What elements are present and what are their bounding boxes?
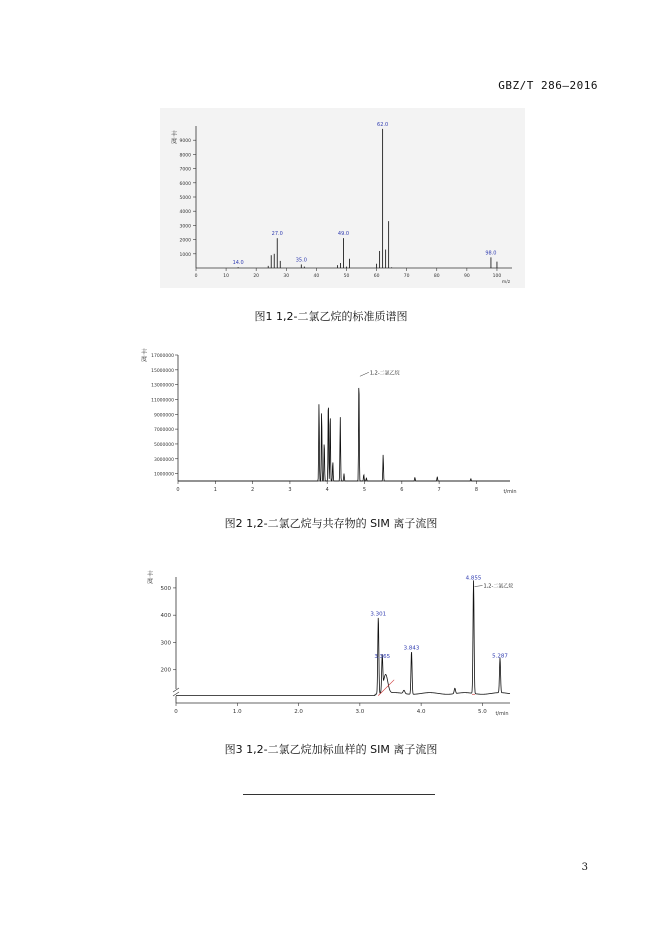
y-tick-label: 7000	[179, 167, 191, 173]
peak-label: 3.365	[374, 654, 391, 660]
y-tick-label: 1000000	[153, 472, 174, 478]
section-divider	[243, 794, 435, 795]
peak-label: 27.0	[271, 231, 283, 238]
peak-label: 4.855	[465, 575, 482, 582]
peak-label: 5.287	[492, 653, 508, 660]
annotation-leader	[360, 372, 369, 376]
peak-label: 98.0	[485, 250, 497, 257]
x-tick-label: 3	[288, 487, 292, 493]
x-tick-label: 3.0	[355, 709, 365, 715]
x-tick-label: 30	[283, 274, 290, 279]
x-tick-label: 4.0	[416, 709, 426, 715]
peak-annotation: 1,2-二氯乙烷	[369, 370, 400, 377]
chromatogram-trace	[178, 388, 510, 481]
x-tick-label: 1.0	[232, 709, 242, 715]
x-tick-label: 40	[313, 274, 320, 279]
y-tick-label: 3000000	[153, 457, 174, 463]
x-tick-label: 5	[362, 487, 367, 493]
figure-1-mass-spectrum	[160, 108, 525, 288]
x-tick-label: 100	[492, 274, 502, 279]
x-tick-label: 8	[474, 487, 479, 493]
x-tick-label: 20	[253, 274, 260, 279]
y-tick-label: 200	[160, 667, 171, 674]
y-tick-label: 9000	[179, 139, 191, 145]
x-tick-label: 2.0	[294, 709, 303, 715]
x-tick-label: 90	[463, 274, 470, 279]
x-tick-label: 0	[174, 709, 178, 715]
x-tick-label: 2	[251, 487, 255, 493]
y-axis-label	[171, 130, 177, 145]
y-tick-label: 2000	[179, 238, 191, 244]
standard-code: GBZ/T 286—2016	[498, 79, 598, 92]
y-tick-label: 4000	[179, 210, 191, 216]
x-tick-label: 0	[176, 487, 180, 493]
y-axis-label-char: 丰	[146, 571, 154, 578]
x-axis-label: t/min	[495, 711, 509, 717]
x-tick-label: 50	[343, 274, 350, 279]
y-axis-label-char: 度	[170, 138, 178, 145]
integration-baseline	[378, 680, 394, 696]
y-tick-label: 8000	[179, 153, 191, 159]
y-tick-label: 13000000	[151, 383, 174, 389]
figure-2-sim-chromatogram	[130, 345, 540, 500]
peak-label: 35.0	[295, 257, 307, 264]
y-tick-label: 1000	[179, 252, 191, 258]
y-tick-label: 15000000	[151, 368, 174, 374]
peak-label: 49.0	[337, 231, 350, 238]
figure-2-caption: 图2 1,2-二氯乙烷与共存物的 SIM 离子流图	[224, 517, 438, 530]
y-axis-label-char: 丰	[170, 131, 178, 138]
peak-label: 14.0	[232, 260, 244, 267]
y-tick-label: 300	[160, 640, 171, 647]
x-tick-label: 1	[213, 487, 217, 493]
peak-annotation: 1,2-二氯乙烷	[483, 583, 514, 590]
peak-label: 3.843	[403, 645, 420, 652]
figure-1-caption: 图1 1,2-二氯乙烷的标准质谱图	[254, 310, 408, 323]
y-tick-label: 6000	[179, 181, 191, 187]
y-tick-label: 5000000	[153, 442, 174, 448]
peak-label: 3.301	[370, 611, 387, 618]
x-tick-label: 10	[223, 274, 229, 279]
x-tick-label: 7	[437, 487, 441, 493]
x-axis-label: t/min	[503, 489, 517, 495]
y-tick-label: 400	[160, 613, 171, 620]
x-tick-label: 80	[433, 274, 440, 279]
y-tick-label: 5000	[179, 196, 191, 201]
figure-3-caption: 图3 1,2-二氯乙烷加标血样的 SIM 离子流图	[224, 743, 438, 756]
peak-label: 62.0	[377, 121, 389, 128]
x-tick-label: 70	[403, 274, 410, 279]
x-tick-label: 5.0	[478, 709, 487, 715]
x-tick-label: 0	[194, 274, 198, 279]
page-number: 3	[581, 862, 588, 873]
y-tick-label: 500	[160, 585, 171, 592]
chromatogram-trace	[176, 580, 510, 695]
y-tick-label: 11000000	[151, 398, 174, 404]
y-tick-label: 17000000	[151, 354, 174, 359]
y-tick-label: 3000	[179, 224, 191, 230]
y-tick-label: 9000000	[153, 413, 174, 419]
x-tick-label: 60	[373, 274, 380, 279]
y-tick-label: 7000000	[153, 428, 174, 434]
y-axis-label-char: 度	[140, 356, 148, 363]
x-tick-label: 4	[325, 487, 329, 493]
x-tick-label: 6	[400, 487, 404, 493]
x-axis-label: m/z	[501, 280, 511, 285]
y-axis-label-char: 度	[146, 578, 154, 585]
y-axis-label-char: 丰	[140, 349, 148, 356]
annotation-leader	[475, 586, 483, 587]
figure-3-spiked-blood-chromatogram	[138, 567, 538, 722]
